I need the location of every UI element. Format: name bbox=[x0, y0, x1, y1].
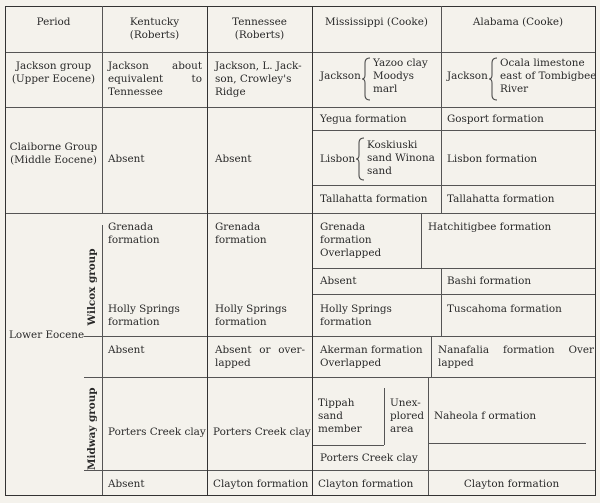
akerman-rule bbox=[84, 377, 596, 378]
header-mississippi: Mississippi (Cooke) bbox=[325, 16, 428, 28]
jackson-mississippi-label: Jackson bbox=[320, 70, 361, 82]
absent-mississippi: Absent bbox=[320, 275, 357, 287]
lisbon-rule bbox=[313, 185, 596, 186]
col-divider-3 bbox=[312, 6, 313, 496]
naheola-alabama: Naheola f ormation bbox=[434, 410, 537, 422]
col-divider-2 bbox=[207, 6, 208, 496]
tippah-mississippi: Tippah sand member bbox=[318, 397, 362, 435]
holly-rule bbox=[84, 336, 596, 337]
porters-rule bbox=[84, 470, 596, 471]
clayton-mississippi: Clayton formation bbox=[318, 478, 414, 490]
jackson-alabama-items: Ocala limestone east of Tombigbee River bbox=[500, 57, 597, 95]
jackson-period: Jackson group (Upper Eocene) bbox=[11, 60, 96, 85]
grenada-tennessee: Grenada formation bbox=[215, 221, 267, 246]
jackson-bottom-rule bbox=[5, 107, 596, 108]
nanafalia-alabama: Nanafalia formation Over lapped bbox=[438, 344, 594, 369]
header-rule bbox=[5, 52, 596, 53]
top-rule bbox=[5, 6, 596, 7]
al-lisbon: Lisbon formation bbox=[447, 153, 538, 165]
lower-eocene-period: Lower Eocene bbox=[9, 329, 85, 341]
absent-row-rule bbox=[313, 294, 596, 295]
clayton-tennessee: Clayton formation bbox=[213, 478, 309, 490]
grenada-rule bbox=[313, 268, 596, 269]
al-tallahatta: Tallahatta formation bbox=[447, 193, 555, 205]
ms-lisbon-label: Lisbon bbox=[320, 153, 356, 165]
porters-kentucky: Porters Creek clay bbox=[108, 426, 206, 438]
header-alabama: Alabama (Cooke) bbox=[472, 16, 564, 28]
header-tennessee: Tennessee (Roberts) bbox=[232, 16, 287, 41]
header-period: Period bbox=[36, 16, 71, 28]
col-divider-1-lower bbox=[102, 225, 103, 495]
claiborne-kentucky: Absent bbox=[108, 153, 145, 165]
jackson-tennessee: Jackson, L. Jack- son, Crowley's Ridge bbox=[215, 60, 302, 98]
grenada-divider bbox=[421, 213, 422, 268]
ms-porters-creek: Porters Creek clay bbox=[320, 452, 418, 464]
ms-yegua: Yegua formation bbox=[320, 113, 407, 125]
claiborne-period: Claiborne Group (Middle Eocene) bbox=[9, 141, 98, 166]
tippah-divider bbox=[384, 388, 385, 445]
claiborne-tennessee: Absent bbox=[215, 153, 252, 165]
bashi-alabama: Bashi formation bbox=[447, 275, 532, 287]
holly-tennessee: Holly Springs formation bbox=[215, 303, 287, 328]
ms-lisbon-items: Koskiuski sand Winona sand bbox=[367, 139, 435, 177]
grenada-kentucky: Grenada formation bbox=[108, 221, 160, 246]
akerman-mississippi: Akerman formation Overlapped bbox=[320, 344, 423, 369]
wilcox-group-label: Wilcox group bbox=[86, 248, 98, 326]
grenada-alabama: Hatchitigbee formation bbox=[428, 221, 552, 233]
naheola-rule bbox=[428, 443, 586, 444]
claiborne-bottom-rule bbox=[5, 213, 596, 214]
grenada-mississippi: Grenada formation Overlapped bbox=[320, 221, 382, 259]
porters-tennessee: Porters Creek clay bbox=[213, 426, 311, 438]
ms-tallahatta: Tallahatta formation bbox=[320, 193, 428, 205]
yegua-rule bbox=[313, 130, 596, 131]
header-kentucky: Kentucky (Roberts) bbox=[129, 16, 180, 41]
jackson-mississippi-brace bbox=[361, 57, 371, 101]
holly-kentucky: Holly Springs formation bbox=[108, 303, 180, 328]
tuscahoma-alabama: Tuscahoma formation bbox=[447, 303, 562, 315]
akerman-tennessee: Absent or over- lapped bbox=[215, 344, 305, 369]
jackson-mississippi-items: Yazoo clay Moodys marl bbox=[373, 57, 428, 95]
col-divider-4b bbox=[441, 268, 442, 337]
al-gosport: Gosport formation bbox=[447, 113, 544, 125]
clayton-alabama: Clayton formation bbox=[463, 478, 560, 490]
col-divider-4 bbox=[441, 6, 442, 213]
jackson-kentucky: Jackson about equivalent to Tennessee bbox=[108, 60, 202, 98]
ms-lisbon-brace bbox=[355, 137, 365, 181]
unexplored-rule bbox=[313, 445, 384, 446]
jackson-alabama-label: Jackson bbox=[447, 70, 488, 82]
bottom-rule bbox=[5, 495, 596, 496]
akerman-kentucky: Absent bbox=[108, 344, 145, 356]
jackson-alabama-brace bbox=[488, 57, 498, 101]
akerman-divider bbox=[431, 336, 432, 377]
unexplored-mississippi: Unex- plored area bbox=[390, 397, 424, 435]
holly-mississippi: Holly Springs formation bbox=[320, 303, 392, 328]
midway-group-label: Midway group bbox=[86, 387, 98, 470]
clayton-kentucky: Absent bbox=[108, 478, 145, 490]
